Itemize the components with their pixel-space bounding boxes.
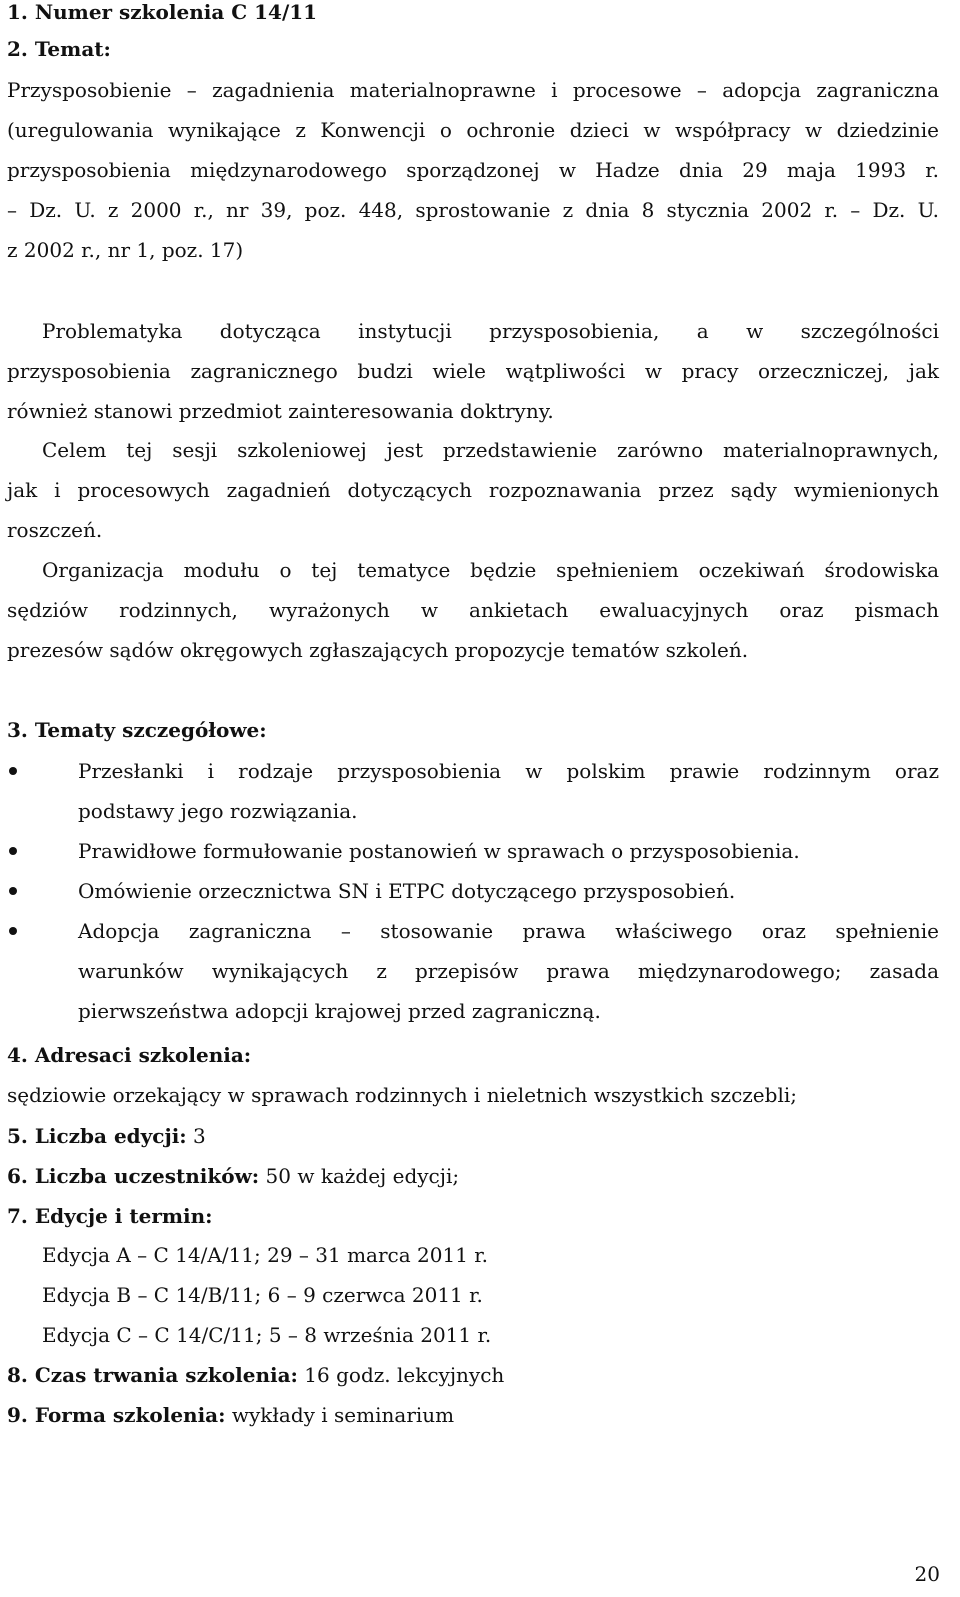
list-item-line: Prawidłowe formułowanie postanowień w sprawach o przysposobienia. [78, 839, 800, 863]
paragraph-line: przysposobienia zagranicznego budzi wiele wątpliwości w pracy orzeczniczej, jak [7, 359, 939, 383]
list-item [7, 831, 939, 871]
detailed-topics-heading: 3. Tematy szczegółowe: [7, 718, 267, 742]
list-item-line: warunków wynikających z przepisów prawa międzynarodowego; zasada [78, 959, 939, 983]
paragraph-line: jak i procesowych zagadnień dotyczących rozpoznawania przez sądy wymienionych [7, 478, 939, 502]
field-label: 5. Liczba edycji: [7, 1124, 187, 1148]
editions-list [7, 1235, 939, 1355]
paragraph-line: prezesów sądów okręgowych zgłaszających propozycje tematów szkoleń. [7, 638, 749, 662]
paragraph-line: również stanowi przedmiot zainteresowania doktryny. [7, 399, 554, 423]
paragraph-goal [7, 430, 939, 550]
list-item [7, 751, 939, 831]
topic-line: z 2002 r., nr 1, poz. 17) [7, 238, 244, 262]
list-item-line: pierwszeństwa adopcji krajowej przed zagraniczną. [78, 999, 601, 1023]
duration [7, 1355, 504, 1395]
topic-line: (uregulowania wynikające z Konwencji o ochronie dzieci w współpracy w dziedzinie [7, 118, 939, 142]
paragraph-line: Problematyka dotycząca instytucji przysposobienia, a w szczególności [42, 319, 939, 343]
participants-count [7, 1156, 459, 1196]
field-value: 50 w każdej edycji; [259, 1164, 460, 1188]
topic-text [7, 70, 939, 270]
topic-heading: 2. Temat: [7, 37, 111, 61]
paragraph-organization [7, 550, 939, 670]
paragraph-line: Celem tej sesji szkoleniowej jest przedstawienie zarówno materialnoprawnych, [42, 438, 939, 462]
field-label: 6. Liczba uczestników: [7, 1164, 260, 1188]
list-item-line: Adopcja zagraniczna – stosowanie prawa właściwego oraz spełnienie [78, 919, 939, 943]
list-item-line: podstawy jego rozwiązania. [78, 799, 358, 823]
list-item [7, 911, 939, 1031]
topic-line: przysposobienia międzynarodowego sporządzonej w Hadze dnia 29 maja 1993 r. [7, 158, 939, 182]
paragraph-line: Organizacja modułu o tej tematyce będzie spełnieniem oczekiwań środowiska [42, 558, 939, 582]
training-number-heading: 1. Numer szkolenia C 14/11 [7, 0, 318, 24]
edition-line: Edycja A – C 14/A/11; 29 – 31 marca 2011 r. [42, 1243, 488, 1267]
field-value: wykłady i seminarium [225, 1403, 455, 1427]
edition-line: Edycja B – C 14/B/11; 6 – 9 czerwca 2011 r. [42, 1283, 483, 1307]
edition-line: Edycja C – C 14/C/11; 5 – 8 września 2011 r. [42, 1323, 492, 1347]
list-item-line: Przesłanki i rodzaje przysposobienia w polskim prawie rodzinnym oraz [78, 759, 939, 783]
addressees-heading: 4. Adresaci szkolenia: [7, 1043, 252, 1067]
list-item-line: Omówienie orzecznictwa SN i ETPC dotyczącego przysposobień. [78, 879, 736, 903]
paragraph-problem [7, 311, 939, 431]
page-number: 20 [914, 1562, 940, 1586]
field-label: 8. Czas trwania szkolenia: [7, 1363, 298, 1387]
field-label: 9. Forma szkolenia: [7, 1403, 226, 1427]
topic-line: – Dz. U. z 2000 r., nr 39, poz. 448, sprostowanie z dnia 8 stycznia 2002 r. – Dz. U. [7, 198, 939, 222]
training-form [7, 1395, 454, 1435]
list-item [7, 871, 939, 911]
editions-count [7, 1116, 206, 1156]
field-value: 16 godz. lekcyjnych [297, 1363, 505, 1387]
editions-heading: 7. Edycje i termin: [7, 1204, 213, 1228]
paragraph-line: roszczeń. [7, 518, 103, 542]
detailed-topics-list [7, 751, 939, 1031]
paragraph-line: sędziów rodzinnych, wyrażonych w ankietach ewaluacyjnych oraz pismach [7, 598, 939, 622]
addressees-text: sędziowie orzekający w sprawach rodzinnych i nieletnich wszystkich szczebli; [7, 1083, 797, 1107]
topic-line: Przysposobienie – zagadnienia materialnoprawne i procesowe – adopcja zagraniczna [7, 78, 939, 102]
field-value: 3 [186, 1124, 206, 1148]
